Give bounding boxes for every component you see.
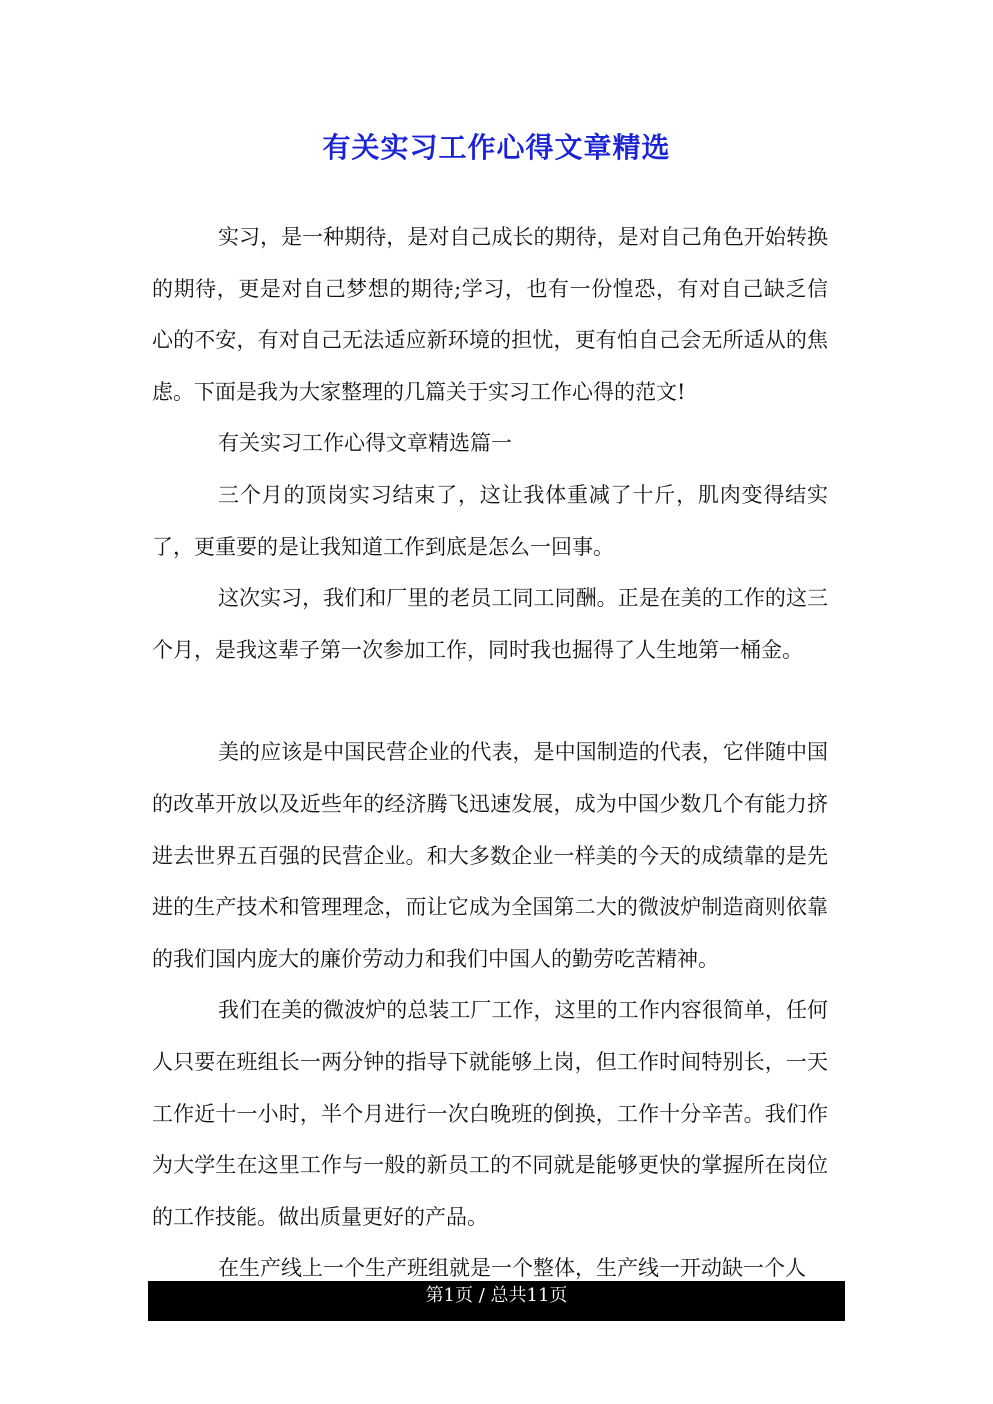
paragraph-intro: 实习，是一种期待，是对自己成长的期待，是对自己角色开始转换的期待，更是对自己梦想的期待;学习，也有一份惶恐，有对自己缺乏信心的不安，有对自己无法适应新环境的担忧，更有怕自己会无所适从的焦虑。下面是我为大家整理的几篇关于实习工作心得的范文! bbox=[152, 225, 828, 404]
paragraph: 这次实习，我们和厂里的老员工同工同酬。正是在美的工作的这三个月，是我这辈子第一次参加工作，同时我也掘得了人生地第一桶金。 bbox=[152, 586, 828, 662]
paragraph: 三个月的顶岗实习结束了，这让我体重减了十斤，肌肉变得结实了，更重要的是让我知道工作到底是怎么一回事。 bbox=[152, 482, 828, 559]
paragraph-spacer bbox=[152, 676, 828, 727]
document-body bbox=[152, 212, 828, 1295]
paragraph: 我们在美的微波炉的总装工厂工作，这里的工作内容很简单，任何人只要在班组长一两分钟的指导下就能够上岗，但工作时间特别长，一天工作近十一小时，半个月进行一次白晚班的倒换，工作十分辛苦。我们作为大学生在这里工作与一般的新员工的不同就是能够更快的掌握所在岗位的工作技能。做出质量更好的产品。 bbox=[152, 998, 828, 1229]
paragraph: 美的应该是中国民营企业的代表，是中国制造的代表，它伴随中国的改革开放以及近些年的经济腾飞迅速发展，成为中国少数几个有能力挤进去世界五百强的民营企业。和大多数企业一样美的今天的成绩靠的是先进的生产技术和管理理念，而让它成为全国第二大的微波炉制造商则依靠的我们国内庞大的廉价劳动力和我们中国人的勤劳吃苦精神。 bbox=[152, 740, 828, 971]
page-footer bbox=[148, 1281, 845, 1321]
paragraph: 在生产线上一个生产班组就是一个整体，生产线一开动缺一个人 bbox=[218, 1256, 806, 1281]
section-heading: 有关实习工作心得文章精选篇一 bbox=[218, 431, 512, 456]
page-number: 第1页 / 总共11页 bbox=[425, 1285, 568, 1306]
document-title: 有关实习工作心得文章精选 bbox=[322, 131, 671, 164]
